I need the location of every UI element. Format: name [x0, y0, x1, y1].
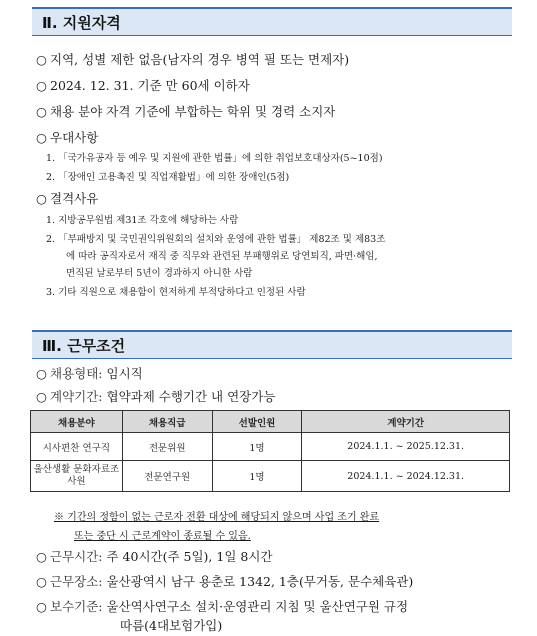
circle-bullet-icon: ○	[36, 104, 47, 119]
circle-bullet-icon: ○	[36, 130, 47, 145]
table-cell: 전문위원	[122, 433, 212, 461]
work-hours: ○ 근무시간: 주 40시간(주 5일), 1일 8시간	[36, 549, 273, 564]
work-place: ○ 근무장소: 울산광역시 남구 용춘로 1342, 1층(무거동, 문수체육관)	[36, 574, 414, 589]
preference-item: 2. 「장애인 고용촉진 및 직업재활법」에 의한 장애인(5점)	[46, 172, 290, 183]
disqualify-heading: ○ 결격사유	[36, 191, 99, 206]
section-3-title: Ⅲ. 근무조건	[42, 336, 126, 355]
disqualify-item: 1. 지방공무원법 제31조 각호에 해당하는 사람	[46, 215, 239, 226]
table-cell: 2024.1.1. ~ 2024.12.31.	[302, 461, 510, 492]
preference-heading: ○ 우대사항	[36, 130, 99, 145]
circle-bullet-icon: ○	[36, 599, 47, 614]
bullet-item: ○ 채용 분야 자격 기준에 부합하는 학위 및 경력 소지자	[36, 104, 336, 119]
disqualify-item: 3. 기타 직원으로 채용함이 현저하게 부적당하다고 인정된 사람	[46, 287, 306, 298]
bullet-item: ○ 지역, 성별 제한 없음(남자의 경우 병역 필 또는 면제자)	[36, 52, 350, 67]
section-3-header	[32, 330, 512, 359]
circle-bullet-icon: ○	[36, 574, 47, 589]
section-2-header	[32, 7, 512, 36]
table-header-row	[31, 411, 510, 433]
bullet-item: ○ 2024. 12. 31. 기준 만 60세 이하자	[36, 78, 250, 93]
table-cell: 시사편찬 연구직	[31, 433, 123, 461]
note-line: ※ 기간의 정함이 없는 근로자 전환 대상에 해당되지 않으며 사업 조기 완료	[54, 512, 380, 523]
circle-bullet-icon: ○	[36, 549, 47, 564]
circle-bullet-icon: ○	[36, 52, 47, 67]
table-cell: 전문연구원	[122, 461, 212, 492]
circle-bullet-icon: ○	[36, 78, 47, 93]
circle-bullet-icon: ○	[36, 389, 47, 404]
table-cell: 2024.1.1. ~ 2025.12.31.	[302, 433, 510, 461]
column-header: 채용직급	[122, 411, 212, 433]
column-header: 선발인원	[212, 411, 302, 433]
table-row	[31, 461, 510, 492]
pay-standard: ○ 보수기준: 울산역사연구소 설치·운영관리 지침 및 울산연구원 규정	[36, 599, 409, 614]
disqualify-item: 2. 「부패방지 및 국민권익위원회의 설치와 운영에 관한 법률」 제82조 및 제83조	[46, 234, 386, 245]
employment-type: ○ 채용형태: 임시직	[36, 366, 143, 381]
table-cell: 울산생활 문화자료조사원	[31, 461, 123, 492]
table-row	[31, 433, 510, 461]
column-header: 채용분야	[31, 411, 123, 433]
section-2-title: Ⅱ. 지원자격	[42, 13, 121, 32]
positions-table	[30, 410, 510, 492]
table-cell: 1명	[212, 433, 302, 461]
circle-bullet-icon: ○	[36, 366, 47, 381]
circle-bullet-icon: ○	[36, 191, 47, 206]
disqualify-item-continued: 에 따라 공직자로서 재직 중 직무와 관련된 부패행위로 당연퇴직, 파면·해임,	[66, 251, 378, 262]
column-header: 계약기간	[302, 411, 510, 433]
table-cell: 1명	[212, 461, 302, 492]
pay-standard-continued: 따름(4대보험가입)	[120, 618, 223, 633]
contract-period: ○ 계약기간: 협약과제 수행기간 내 연장가능	[36, 389, 276, 404]
disqualify-item-continued: 면직된 날로부터 5년이 경과하지 아니한 사람	[66, 268, 253, 279]
preference-item: 1. 「국가유공자 등 예우 및 지원에 관한 법률」에 의한 취업보호대상자(5~10점)	[46, 153, 383, 164]
note-line: 또는 중단 시 근로계약이 종료될 수 있음.	[74, 531, 251, 542]
